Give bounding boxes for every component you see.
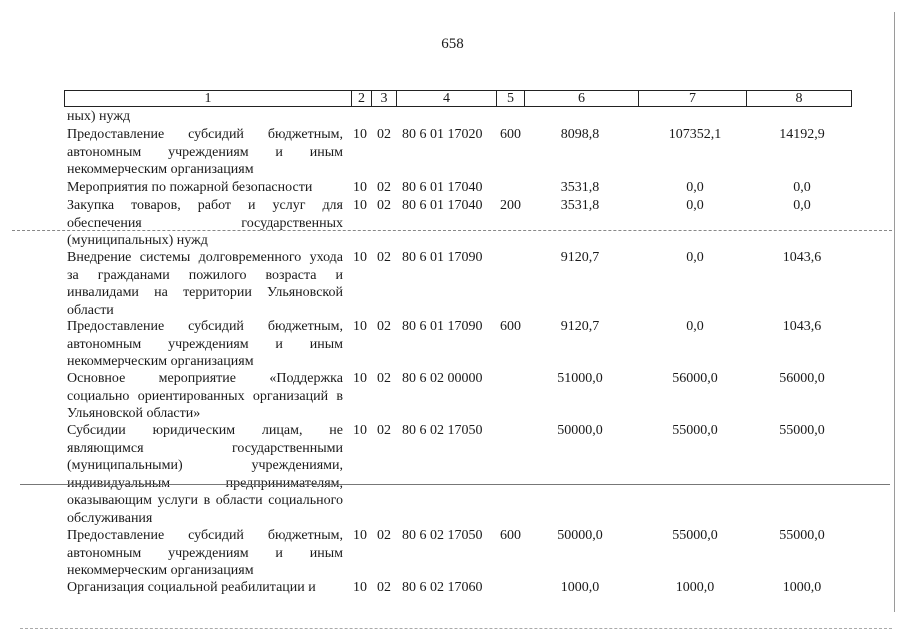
row-section: 10 — [353, 371, 367, 386]
row-description: Предоставление субсидий бюджетным, автономным учреждениям и иным некоммерческим организациям — [67, 319, 343, 370]
scan-artifact-line — [20, 484, 890, 485]
row-amount-2: 56000,0 — [672, 371, 718, 386]
row-subsection: 02 — [377, 127, 391, 142]
row-amount-2: 0,0 — [686, 198, 704, 213]
row-section: 10 — [353, 423, 367, 438]
row-amount-2: 107352,1 — [668, 127, 722, 142]
row-amount-1: 51000,0 — [557, 371, 603, 386]
row-description: Закупка товаров, работ и услуг для обеспечения государственных (муниципальных) нужд — [67, 198, 343, 249]
page-right-border — [894, 12, 895, 612]
page-number: 658 — [441, 36, 464, 52]
row-amount-1: 8098,8 — [560, 127, 600, 142]
row-amount-1: 9120,7 — [560, 250, 600, 265]
column-header-7: 7 — [638, 91, 746, 106]
row-amount-3: 55000,0 — [779, 528, 825, 543]
row-section: 10 — [353, 580, 367, 595]
row-section: 10 — [353, 319, 367, 334]
row-amount-1: 50000,0 — [557, 423, 603, 438]
row-subsection: 02 — [377, 423, 391, 438]
row-target-code: 80 6 02 17060 — [402, 580, 483, 595]
row-subsection: 02 — [377, 180, 391, 195]
row-amount-3: 1043,6 — [782, 319, 822, 334]
row-expense-type: 600 — [500, 528, 521, 543]
row-amount-3: 56000,0 — [779, 371, 825, 386]
row-amount-1: 50000,0 — [557, 528, 603, 543]
row-subsection: 02 — [377, 528, 391, 543]
row-description: Организация социальной реабилитации и — [67, 580, 316, 595]
row-subsection: 02 — [377, 319, 391, 334]
row-subsection: 02 — [377, 250, 391, 265]
row-amount-2: 0,0 — [686, 319, 704, 334]
column-header-2: 2 — [351, 91, 371, 106]
column-header-6: 6 — [524, 91, 638, 106]
row-description: Основное мероприятие «Поддержка социально ориентированных организаций в Ульяновской области» — [67, 371, 343, 422]
row-amount-3: 55000,0 — [779, 423, 825, 438]
column-header-8: 8 — [746, 91, 851, 106]
row-target-code: 80 6 01 17040 — [402, 198, 483, 213]
row-target-code: 80 6 01 17090 — [402, 319, 483, 334]
row-amount-2: 55000,0 — [672, 528, 718, 543]
row-subsection: 02 — [377, 198, 391, 213]
table-header — [64, 90, 852, 107]
row-amount-3: 0,0 — [793, 198, 811, 213]
row-amount-1: 9120,7 — [560, 319, 600, 334]
row-subsection: 02 — [377, 371, 391, 386]
row-target-code: 80 6 01 17040 — [402, 180, 483, 195]
row-section: 10 — [353, 127, 367, 142]
row-target-code: 80 6 01 17090 — [402, 250, 483, 265]
row-description: Предоставление субсидий бюджетным, автономным учреждениям и иным некоммерческим организациям — [67, 528, 343, 579]
scan-artifact-line — [12, 230, 892, 231]
row-amount-2: 1000,0 — [675, 580, 715, 595]
row-target-code: 80 6 01 17020 — [402, 127, 483, 142]
row-amount-1: 1000,0 — [560, 580, 600, 595]
continuation-text: ных) нужд — [67, 109, 131, 124]
column-header-4: 4 — [396, 91, 496, 106]
row-target-code: 80 6 02 17050 — [402, 528, 483, 543]
row-amount-3: 1000,0 — [782, 580, 822, 595]
row-target-code: 80 6 02 17050 — [402, 423, 483, 438]
scan-artifact-line — [20, 628, 892, 629]
row-description: Предоставление субсидий бюджетным, автономным учреждениям и иным некоммерческим организациям — [67, 127, 343, 178]
row-amount-2: 0,0 — [686, 180, 704, 195]
row-amount-3: 1043,6 — [782, 250, 822, 265]
row-section: 10 — [353, 528, 367, 543]
row-expense-type: 200 — [500, 198, 521, 213]
column-header-3: 3 — [371, 91, 396, 106]
row-amount-1: 3531,8 — [560, 198, 600, 213]
row-section: 10 — [353, 180, 367, 195]
row-amount-3: 0,0 — [793, 180, 811, 195]
column-header-5: 5 — [496, 91, 524, 106]
row-target-code: 80 6 02 00000 — [402, 371, 483, 386]
row-section: 10 — [353, 198, 367, 213]
row-description: Субсидии юридическим лицам, не являющимся государственными (муниципальными) учреждениями, индивидуальным предпринимателям, оказывающим услуги в области социального обслуживания — [67, 423, 343, 526]
row-description: Мероприятия по пожарной безопасности — [67, 180, 313, 195]
row-amount-1: 3531,8 — [560, 180, 600, 195]
row-amount-2: 0,0 — [686, 250, 704, 265]
row-amount-2: 55000,0 — [672, 423, 718, 438]
row-section: 10 — [353, 250, 367, 265]
row-expense-type: 600 — [500, 319, 521, 334]
row-amount-3: 14192,9 — [779, 127, 825, 142]
column-header-1: 1 — [204, 91, 212, 106]
row-expense-type: 600 — [500, 127, 521, 142]
row-subsection: 02 — [377, 580, 391, 595]
row-description: Внедрение системы долговременного ухода за гражданами пожилого возраста и инвалидами на территории Ульяновской области — [67, 250, 343, 318]
